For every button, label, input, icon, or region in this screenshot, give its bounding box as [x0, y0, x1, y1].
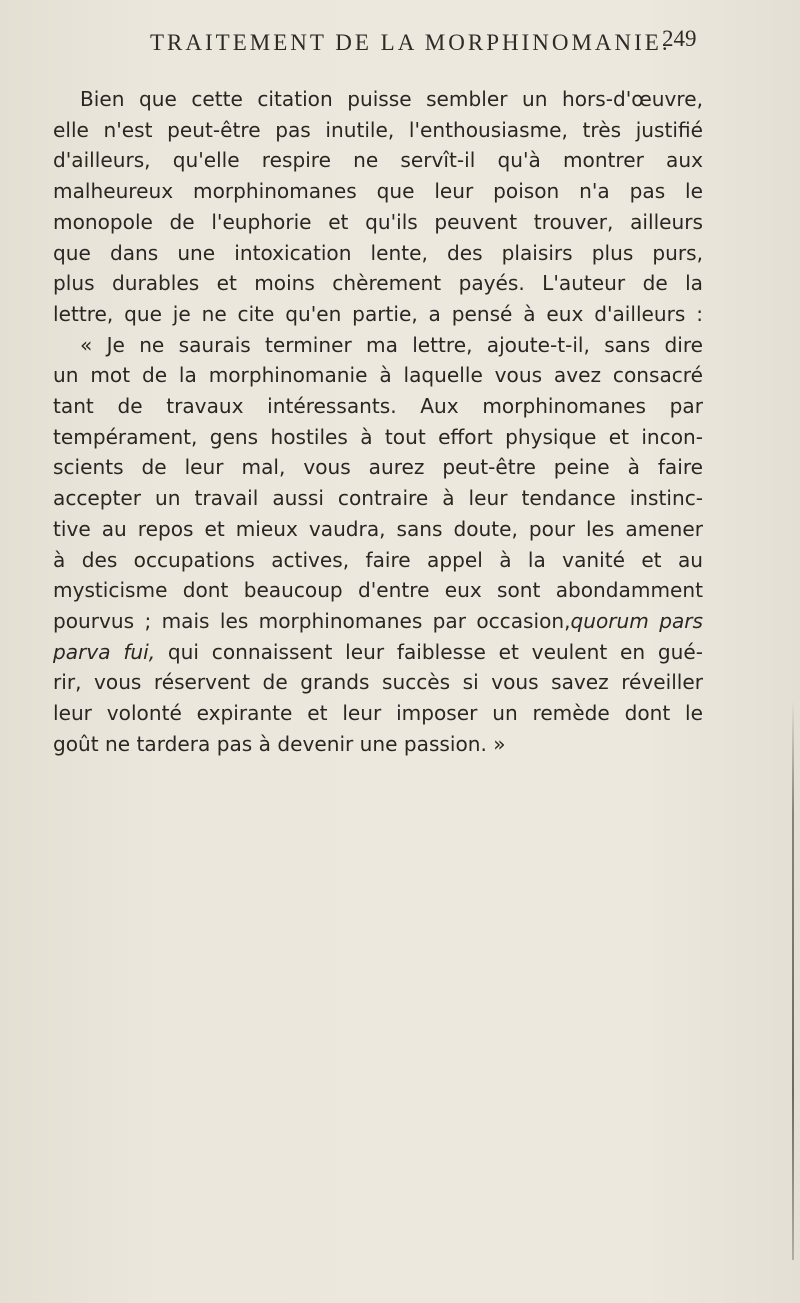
italic-phrase: quorum pars [570, 608, 703, 633]
text-line: tempérament, gens hostiles à tout effort physique et incon- [53, 424, 703, 449]
scan-edge-mark [792, 700, 794, 1260]
text-line: accepter un travail aussi contraire à leur tendance instinc- [53, 486, 703, 511]
text-line: lettre, que je ne cite qu'en partie, a pensé à eux d'ailleurs : [53, 301, 703, 326]
text-line: monopole de l'euphorie et qu'ils peuvent trouver, ailleurs [53, 209, 703, 234]
text-segment: qui connaissent leur faiblesse et veulent en gué- [167, 639, 704, 664]
text-line-with-italic [53, 637, 703, 668]
text-line: Bien que cette citation puisse sembler un hors-d'œuvre, [80, 87, 703, 111]
text-line: goût ne tardera pas à devenir une passion. » [53, 731, 506, 756]
text-line: « Je ne saurais terminer ma lettre, ajoute-t-il, sans dire [80, 332, 703, 357]
text-line: que dans une intoxication lente, des plaisirs plus purs, [53, 240, 703, 265]
page-number: 249 [662, 26, 697, 51]
text-line: leur volonté expirante et leur imposer un remède dont le [53, 701, 703, 726]
text-line: rir, vous réservent de grands succès si vous savez réveiller [53, 670, 703, 695]
running-head: TRAITEMENT DE LA MORPHINOMANIE. [150, 30, 671, 55]
body-paragraph [53, 84, 703, 759]
text-line: tant de travaux intéressants. Aux morphinomanes par [53, 394, 703, 419]
text-line: scients de leur mal, vous aurez peut-être peine à faire [53, 455, 703, 480]
text-line: plus durables et moins chèrement payés. L'auteur de la [53, 271, 703, 296]
text-line: elle n'est peut-être pas inutile, l'enthousiasme, très justifié [53, 117, 703, 142]
text-line: mysticisme dont beaucoup d'entre eux sont abondamment [53, 578, 703, 603]
text-line-with-italic [53, 606, 703, 637]
text-line: un mot de la morphinomanie à laquelle vous avez consacré [53, 363, 703, 388]
text-line: tive au repos et mieux vaudra, sans doute, pour les amener [53, 516, 703, 541]
text-line: d'ailleurs, qu'elle respire ne servît-il qu'à montrer aux [53, 148, 703, 173]
italic-phrase: parva fui, [53, 639, 156, 664]
text-segment: pourvus ; mais les morphinomanes par occasion, [53, 608, 571, 633]
text-line: malheureux morphinomanes que leur poison n'a pas le [53, 179, 703, 204]
text-line: à des occupations actives, faire appel à la vanité et au [53, 547, 703, 572]
